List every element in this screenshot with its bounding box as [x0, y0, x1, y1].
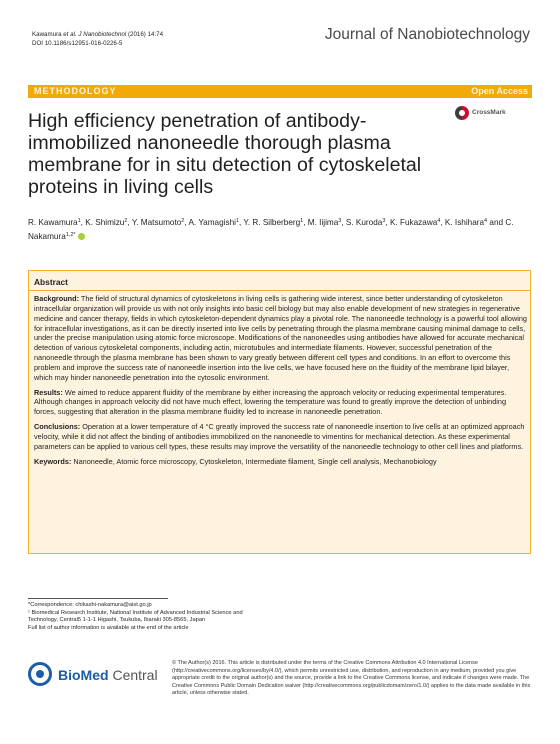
- abstract-conclusions: [34, 422, 528, 452]
- abstract-box: [28, 270, 531, 554]
- section-label: METHODOLOGY: [34, 86, 117, 96]
- journal-name: Journal of Nanobiotechnology: [324, 26, 530, 43]
- author-affiliation-mark: 4: [484, 218, 488, 224]
- author-list: R. Kawamura$^1$, K. Shimizu$^2$, Y. Matsumoto$^2$, A. Yamagishi$^1$, Y. R. Silberberg$^1$, M. Iijima$^3$, S. Kuroda$^3$, K. Fukazawa$^4$, K. Ishihara$^4$ and C. Nakamura$^{1,2*}$: [28, 218, 514, 241]
- open-access-label: Open Access: [471, 86, 528, 96]
- author-name: M. Iijima: [307, 218, 339, 227]
- abstract-body: [34, 294, 528, 472]
- citation-journal: et al. J Nanobiotechnol: [63, 31, 127, 38]
- section-bar: [28, 85, 532, 98]
- publisher-name-rest: Central: [108, 667, 158, 683]
- author-name: C. Nakamura: [28, 218, 514, 241]
- results-text: We aimed to reduce apparent fluidity of the membrane by either increasing the approach velocity or reducing experimental temperatures. Although changes in approach velocity did not have much effect, lowering the temperature was found to greatly improve the detection of unbinding forces, suggesting that alteration in the plasma membrane fluidity led to increase in nanoneedle penetration.: [34, 387, 507, 417]
- publisher-name: [58, 667, 158, 683]
- author-name: R. Kawamura: [28, 218, 78, 227]
- results-label: Results:: [34, 387, 63, 397]
- conclusions-text: Operation at a lower temperature of 4 °C greatly improved the success rate of nanoneedle insertion to live cells at an optimized approach velocity, while it did not affect the binding of antibodies immobilized on the nanoneedle to vimentins for mechanical detection. As these experimental parameters can be applied to various cell types, these results may improve the versatility of the nanoneedle technology to other cell lines and platforms.: [34, 422, 525, 451]
- author-affiliation-mark: 2: [124, 218, 128, 224]
- author-affiliation-mark: 1: [235, 218, 240, 224]
- footnote-divider: [28, 598, 168, 599]
- author-name: K. Ishihara: [444, 218, 485, 227]
- abstract-keywords: [34, 457, 528, 467]
- publisher-logo: [28, 660, 158, 690]
- author-affiliation-mark: 1: [300, 218, 304, 224]
- footnotes: [28, 602, 268, 632]
- orcid-icon[interactable]: [78, 233, 85, 240]
- author-name: S. Kuroda: [345, 218, 383, 227]
- author-affiliation-mark: 1,2*: [65, 232, 76, 238]
- author-name: A. Yamagishi: [188, 218, 236, 227]
- author-name: Y. R. Silberberg: [243, 218, 301, 227]
- background-label: Background:: [34, 294, 79, 303]
- doi[interactable]: DOI 10.1186/s12951-016-0226-5: [32, 40, 123, 47]
- author-affiliation-mark: 1: [77, 218, 81, 224]
- keywords-label: Keywords:: [34, 456, 72, 466]
- affiliation: ¹ Biomedical Research Institute, National Institute of Advanced Industrial Science and Technology, Central5 1-1-1 Higashi, Tsukuba, Ibaraki 305-8565, Japan: [28, 609, 243, 623]
- author-name: K. Fukazawa: [389, 218, 438, 227]
- abstract-background: [34, 294, 528, 383]
- conclusions-label: Conclusions:: [34, 422, 81, 432]
- abstract-heading: Abstract: [34, 277, 68, 287]
- correspondence[interactable]: *Correspondence: chikashi-nakamura@aist.go.jp: [28, 602, 152, 608]
- license-text: © The Author(s) 2016. This article is distributed under the terms of the Creative Commons Attribution 4.0 International License (http://creativecommons.org/licenses/by/4.0/), which permits unrestricted use, distribution, and reproduction in any medium, provided you give appropriate credit to the original author(s) and the source, provide a link to the Creative Commons license, and indicate if changes were made. The Creative Commons Public Domain Dedication waiver (http://creativecommons.org/publicdomain/zero/1.0/) applies to the data made available in this article, unless otherwise stated.: [172, 660, 531, 697]
- citation-header: [32, 30, 163, 48]
- author-affiliation-mark: 3: [338, 218, 342, 224]
- citation-year: (2016) 14:74: [126, 31, 164, 38]
- abstract-divider: [29, 290, 530, 291]
- author-affiliation-mark: 4: [437, 218, 441, 224]
- author-affiliation-mark: 2: [181, 218, 185, 224]
- article-title: High efficiency penetration of antibody-immobilized nanoneedle thorough plasma membrane for in situ detection of cytoskeletal proteins in living cells: [28, 110, 422, 198]
- author-info-note: Full list of author information is available at the end of the article: [28, 624, 189, 631]
- crossmark-label: CrossMark: [472, 109, 506, 116]
- abstract-results: [34, 388, 528, 418]
- author-name: Y. Matsumoto: [131, 218, 182, 227]
- citation-authors: Kawamura: [32, 31, 64, 38]
- author-name: K. Shimizu: [85, 218, 125, 227]
- background-text: The field of structural dynamics of cytoskeletons in living cells is gathering wide interest, since better understanding of cytoskeleton intracellular organization will provide us with not only insights into basic cell biology but may also enable development of new strategies in regenerative medicine and cancer therapy, fields in which cytoskeleton-dependent dynamics play a pivotal role. The nanoneedle technology is a powerful tool allowing for intracellular investigations, as it can be directly inserted into live cells by penetrating through the plasma membrane causing minimal damage to cells, under the precise manipulation using atomic force microscope. Modifications of the nanoneedles using antibodies have allowed for accurate mechanical detection of various cytoskeletal components, including actin, microtubules and intermediate filaments. However, successful penetration of the nanoneedle through the plasma membrane has been shown to vary greatly between different cell types and conditions. In an effort to overcome this problem and improve the success rate of nanoneedle insertion into the live cells, we have focused here on the fluidity of the membrane lipid bilayer, which may hinder nanoneedle penetration into the cytosolic environment.: [34, 294, 527, 382]
- biomed-central-icon: [28, 662, 52, 686]
- publisher-name-bold: BioMed: [58, 667, 109, 683]
- author-affiliation-mark: 3: [382, 218, 386, 224]
- keywords-text: Nanoneedle, Atomic force microscopy, Cytoskeleton, Intermediate filament, Single cell analysis, Mechanobiology: [73, 456, 437, 466]
